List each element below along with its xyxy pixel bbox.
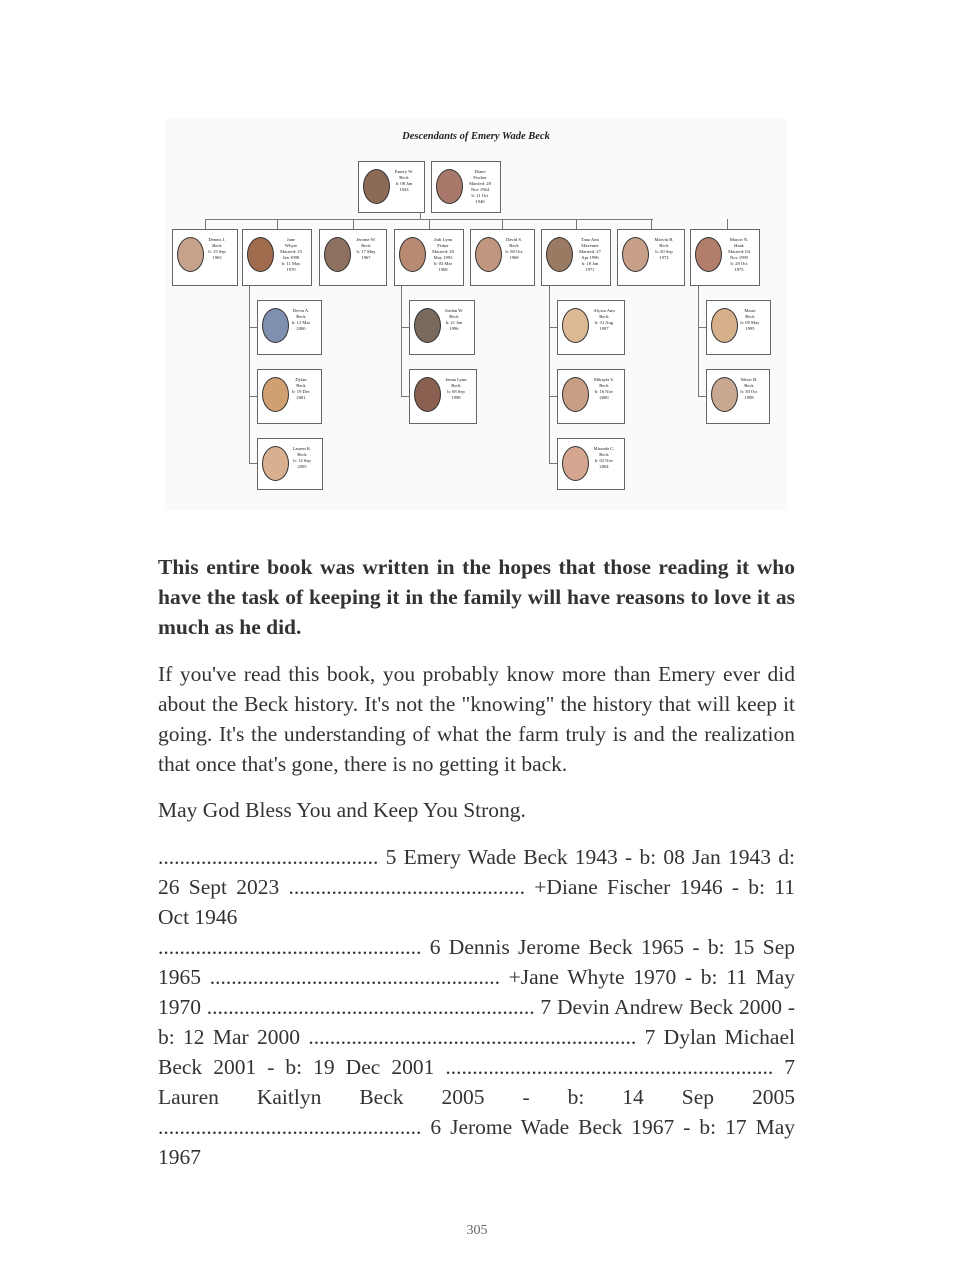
tree-connector <box>401 327 409 328</box>
person-label: Miranda C. Beck b: 02 Nov 2004 <box>593 446 615 469</box>
person-box-mauri <box>706 300 771 355</box>
person-label: Dylan Beck b: 19 Dec 2001 <box>292 377 310 400</box>
person-label: Alyssa Ann Beck b: 31 Aug 1997 <box>593 308 615 331</box>
person-box-dylan <box>257 369 322 424</box>
person-box-mikayla <box>557 369 625 424</box>
person-label: Dennis J. Beck b: 15 Sep 1965 <box>208 237 226 260</box>
closing-line: May God Bless You and Keep You Strong. <box>158 798 526 822</box>
tree-connector <box>698 327 706 328</box>
portrait-photo <box>363 169 390 204</box>
tree-connector <box>249 286 250 464</box>
person-box-david <box>470 229 535 286</box>
person-box-jane <box>242 229 312 286</box>
tree-connector <box>549 286 550 464</box>
tree-connector <box>249 396 257 397</box>
person-box-lauren <box>257 438 323 490</box>
person-box-emery <box>358 161 425 213</box>
person-label: Jenna Lynn Beck b: 08 Sep 1998 <box>445 377 467 400</box>
portrait-photo <box>562 446 589 481</box>
tree-connector <box>576 219 577 229</box>
tree-connector <box>277 219 278 229</box>
person-box-alyssa <box>557 300 625 355</box>
tree-connector <box>502 219 503 229</box>
person-label: Marcie N. Haak Married: 04 Nov 1995 b: 28 Oct 1975 <box>728 237 750 272</box>
person-box-jordan <box>409 300 475 355</box>
portrait-photo <box>562 308 589 343</box>
person-box-devin <box>257 300 322 355</box>
person-label: Marvin B. Beck b: 20 Sep 1972 <box>654 237 674 260</box>
page-number: 305 <box>466 1223 488 1238</box>
person-box-dennis <box>172 229 238 286</box>
tree-connector <box>651 219 652 229</box>
person-label: Emery W. Beck b: 08 Jan 1943 <box>394 169 414 192</box>
person-label: David S. Beck b: 08 Oct 1968 <box>505 237 523 260</box>
portrait-photo <box>414 377 441 412</box>
portrait-photo <box>562 377 589 412</box>
portrait-photo <box>622 237 649 272</box>
figure-title: Descendants of Emery Wade Beck <box>402 131 550 142</box>
person-box-jerome <box>319 229 387 286</box>
tree-connector <box>249 327 257 328</box>
person-label: Tana Ann Maxemer Married: 27 Apr 1996 b: 18 Jan 1971 <box>579 237 601 272</box>
person-label: Jerome W. Beck b: 17 May 1967 <box>356 237 376 260</box>
tree-connector <box>698 396 706 397</box>
tree-connector <box>549 327 557 328</box>
person-box-marvin <box>617 229 685 286</box>
person-label: Mikayla S. Beck b: 16 Nov 2000 <box>593 377 615 400</box>
descendant-entry: ......................................... 5 Emery Wade Beck 1943 - b: 08 Jan 1943 d: 26 Sept 2023 ............................................ +Diane Fischer 1946 - b: 11 Oct 1946 <box>158 845 795 929</box>
person-label: Diane Fischer Married: 28 Nov 1964 b: 11 Oct 1946 <box>469 169 491 204</box>
person-label: Jordan W. Beck b: 21 Jan 1996 <box>444 308 464 331</box>
body-paragraph: If you've read this book, you probably know more than Emery ever did about the Beck history. It's not the "knowing" the history that will keep it going. It's the understanding of what the farm truly is and the realization that once that's gone, there is no getting it back. <box>158 662 795 776</box>
tree-connector <box>401 396 409 397</box>
person-label: Jane Whyte Married: 25 Jan 1998 b: 11 May 1970 <box>280 237 302 272</box>
person-box-mesic <box>706 369 770 424</box>
portrait-photo <box>546 237 573 272</box>
person-box-miranda <box>557 438 625 490</box>
person-label: Mauri Beck b: 09 May 1995 <box>740 308 760 331</box>
person-label: Mesic B. Beck b: 30 Oct 1998 <box>740 377 758 400</box>
tree-connector <box>353 219 354 229</box>
tree-connector <box>727 219 728 229</box>
tree-connector <box>429 219 430 229</box>
portrait-photo <box>324 237 351 272</box>
person-label: Jodi Lynn Fisher Married: 29 May 1993 b: 03 Mar 1968 <box>432 237 454 272</box>
tree-connector <box>401 286 402 396</box>
descendant-entry: ................................................. 6 Dennis Jerome Beck 1965 - b: 15 Sep 1965 ...................................................... +Jane Whyte 1970 - b: 11 May 1970 ............................................................. 7 Devin Andrew Beck 2000 - b: 12 Mar 2000 ............................................................. 7 Dylan Michael Beck 2001 - b: 19 Dec 2001 ............................................................. 7 Lauren Kaitlyn Beck 2005 - b: 14 Sep 2005 ................................................. 6 Jerome Wade Beck 1967 - b: 17 May 1967 <box>158 935 795 1169</box>
person-box-marcie <box>690 229 760 286</box>
tree-connector <box>549 463 557 464</box>
person-box-jodi <box>394 229 464 286</box>
tree-connector <box>249 463 257 464</box>
person-box-diane <box>431 161 501 213</box>
portrait-photo <box>247 237 274 272</box>
family-tree-figure <box>165 118 787 510</box>
portrait-photo <box>695 237 722 272</box>
tree-connector <box>698 286 699 396</box>
portrait-photo <box>399 237 426 272</box>
person-box-jenna <box>409 369 477 424</box>
tree-connector <box>205 219 206 229</box>
person-label: Devin A. Beck b: 12 Mar 2000 <box>291 308 311 331</box>
person-box-tana <box>541 229 611 286</box>
person-label: Lauren K. Beck b: 14 Sep 2005 <box>292 446 312 469</box>
dedication-paragraph: This entire book was written in the hopes that those reading it who have the task of keeping it in the family will have reasons to love it as much as he did. <box>158 555 795 639</box>
tree-connector <box>549 396 557 397</box>
portrait-photo <box>436 169 463 204</box>
